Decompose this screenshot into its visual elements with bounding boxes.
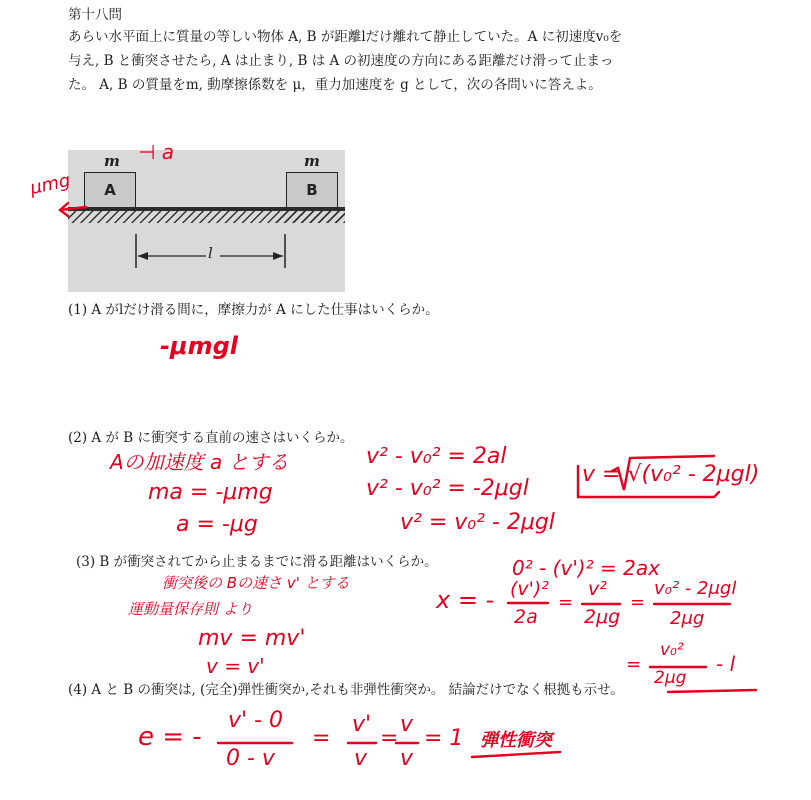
hw-q4-frac3-den: v <box>400 746 414 771</box>
hw-q3-frac1-num: (v')² <box>510 578 549 600</box>
hw-q4-eq2: = <box>380 726 399 751</box>
hw-q3-final-den: 2μg <box>654 668 687 688</box>
hw-q4-frac1-num: v' - 0 <box>228 708 283 733</box>
hw-q3-x: x = - <box>436 586 495 614</box>
block-a: A <box>84 172 136 208</box>
hw-q3-left-4: v = v' <box>206 654 265 678</box>
distance-label: l <box>208 244 213 262</box>
hw-q4-frac2-den: v <box>354 746 368 771</box>
hw-q4-frac1-den: 0 - v <box>226 746 275 771</box>
hw-q3-left-1: 衝突後の Bの速さ v' とする <box>162 574 350 592</box>
hw-q3-frac1-den: 2a <box>514 606 538 628</box>
question-4: (4) A と B の衝突は, (完全)弾性衝突か,それも非弾性衝突か。 結論だけでなく根拠も示せ。 <box>68 682 624 698</box>
hw-q3-frac3-den: 2μg <box>670 608 705 629</box>
question-3: (3) B が衝突されてから止まるまでに滑る距離はいくらか。 <box>76 554 438 570</box>
hw-q4-frac3-num: v <box>400 712 414 737</box>
hw-q4-e: e = - <box>138 722 202 752</box>
hw-q3-eq2: = <box>630 592 646 613</box>
hw-q4-frac2-num: v' <box>352 712 372 737</box>
hw-q2-left-1: Aの加速度 a とする <box>110 450 289 474</box>
hw-answer-1: -μmgl <box>160 332 239 360</box>
question-2: (2) A が B に衝突する直前の速さはいくらか。 <box>68 430 354 446</box>
hw-q2-right-2: v² - v₀² = -2μgl <box>366 476 529 501</box>
hw-q2-left-3: a = -μg <box>176 512 258 537</box>
hw-q2-right-3: v² = v₀² - 2μgl <box>400 510 555 535</box>
hw-friction-label: μmg <box>28 170 73 199</box>
hw-q3-right-top: 0² - (v')² = 2ax <box>512 556 660 580</box>
problem-line-2: 与え, B と衝突させたら, A は止まり, B は A の初速度の方向にある距離だけ滑って止まっ <box>68 53 614 69</box>
hw-q3-frac3-num: v₀² - 2μgl <box>654 578 737 599</box>
question-1: (1) A がlだけ滑る間に，摩擦力が A にした仕事はいくらか。 <box>68 302 439 318</box>
problem-line-1: あらい水平面上に質量の等しい物体 A, B が距離lだけ離れて静止していた。A に初速度v₀を <box>68 29 623 45</box>
hw-q4-answer: 弾性衝突 <box>480 730 552 751</box>
hw-q4-eq1: = <box>312 726 331 751</box>
hw-q3-eq1: = <box>558 592 574 613</box>
hw-q2-right-1: v² - v₀² = 2al <box>366 444 507 469</box>
block-b: B <box>286 172 338 208</box>
hw-q4-result: = 1 <box>424 726 464 751</box>
hw-q2-left-2: ma = -μmg <box>148 480 273 505</box>
mass-label-b: m <box>304 152 320 170</box>
hw-q3-final-tail: - l <box>716 652 736 676</box>
hw-q3-left-2: 運動量保存則 より <box>128 600 253 618</box>
problem-line-3: た。 A, B の質量をm, 動摩擦係数を μ，重力加速度を g として，次の各問いに答えよ。 <box>68 77 602 93</box>
hw-q3-left-3: mv = mv' <box>198 626 306 651</box>
hw-q3-eq3: = <box>626 654 642 675</box>
hw-q3-frac2-den: 2μg <box>584 606 621 628</box>
hw-q2-answer: v = √(v₀² - 2μgl) <box>582 462 760 487</box>
hw-q3-frac2-num: v² <box>588 578 607 600</box>
hw-q3-final-num: v₀² <box>660 640 684 660</box>
mass-label-a: m <box>104 152 120 170</box>
hw-accel-label: ⊣ a <box>138 140 175 164</box>
page-title: 第十八問 <box>68 7 122 23</box>
